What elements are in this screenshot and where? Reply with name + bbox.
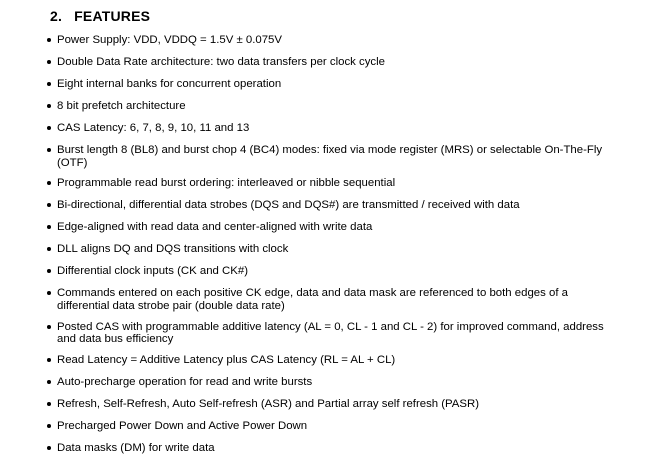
section-heading: [50, 8, 150, 24]
bullet-icon: [47, 446, 51, 450]
bullet-icon: [47, 38, 51, 42]
feature-item: [38, 243, 618, 256]
feature-item: [38, 78, 618, 91]
feature-text: Programmable read burst ordering: interleaved or nibble sequential: [57, 177, 396, 190]
feature-item: [38, 398, 618, 411]
bullet-icon: [47, 380, 51, 384]
feature-item: [38, 34, 618, 47]
feature-item: [38, 100, 618, 113]
feature-text: 8 bit prefetch architecture: [57, 99, 186, 112]
feature-text: DLL aligns DQ and DQS transitions with clock: [57, 243, 289, 256]
feature-item: [38, 287, 618, 312]
feature-item: [38, 56, 618, 69]
feature-text: CAS Latency: 6, 7, 8, 9, 10, 11 and 13: [57, 121, 250, 134]
feature-text: Posted CAS with programmable additive latency (AL = 0, CL - 1 and CL - 2) for improved command, address and data bus efficiency: [57, 320, 604, 346]
bullet-icon: [47, 203, 51, 207]
feature-text: Refresh, Self-Refresh, Auto Self-refresh (ASR) and Partial array self refresh (PASR): [57, 397, 480, 410]
feature-item: [38, 122, 618, 135]
bullet-icon: [47, 358, 51, 362]
feature-text: Burst length 8 (BL8) and burst chop 4 (BC4) modes: fixed via mode register (MRS) or selectable On-The-Fly (OTF): [57, 143, 603, 169]
bullet-icon: [47, 291, 51, 295]
feature-text: Edge-aligned with read data and center-aligned with write data: [57, 221, 373, 234]
feature-item: [38, 199, 618, 212]
feature-text: Commands entered on each positive CK edge, data and data mask are referenced to both edges of a differential data strobe pair (double data rate): [57, 287, 569, 312]
bullet-icon: [47, 126, 51, 130]
feature-text: Differential clock inputs (CK and CK#): [57, 265, 248, 278]
feature-text: Data masks (DM) for write data: [57, 441, 215, 454]
bullet-icon: [47, 148, 51, 152]
feature-item: [38, 376, 618, 389]
feature-item: [38, 420, 618, 433]
bullet-icon: [47, 247, 51, 251]
bullet-icon: [47, 104, 51, 108]
feature-item: [38, 221, 618, 234]
feature-text: Power Supply: VDD, VDDQ = 1.5V ± 0.075V: [57, 34, 282, 46]
section-title-text: FEATURES: [74, 8, 151, 24]
features-list: [38, 34, 618, 464]
section-number: 2.: [50, 8, 63, 24]
bullet-icon: [47, 424, 51, 428]
feature-item: [38, 144, 618, 169]
bullet-icon: [47, 82, 51, 86]
feature-text: Precharged Power Down and Active Power Down: [57, 419, 308, 432]
bullet-icon: [47, 402, 51, 406]
feature-item: [38, 265, 618, 278]
feature-text: Eight internal banks for concurrent operation: [57, 77, 282, 90]
bullet-icon: [47, 60, 51, 64]
feature-item: [38, 442, 618, 455]
feature-text: Read Latency = Additive Latency plus CAS Latency (RL = AL + CL): [57, 353, 396, 366]
feature-item: [38, 321, 618, 346]
bullet-icon: [47, 181, 51, 185]
feature-text: Auto-precharge operation for read and write bursts: [57, 375, 313, 388]
bullet-icon: [47, 225, 51, 229]
feature-item: [38, 354, 618, 367]
feature-text: Double Data Rate architecture: two data transfers per clock cycle: [57, 55, 385, 68]
feature-item: [38, 177, 618, 190]
bullet-icon: [47, 269, 51, 273]
bullet-icon: [47, 325, 51, 329]
feature-text: Bi-directional, differential data strobes (DQS and DQS#) are transmitted / received with data: [57, 199, 520, 212]
